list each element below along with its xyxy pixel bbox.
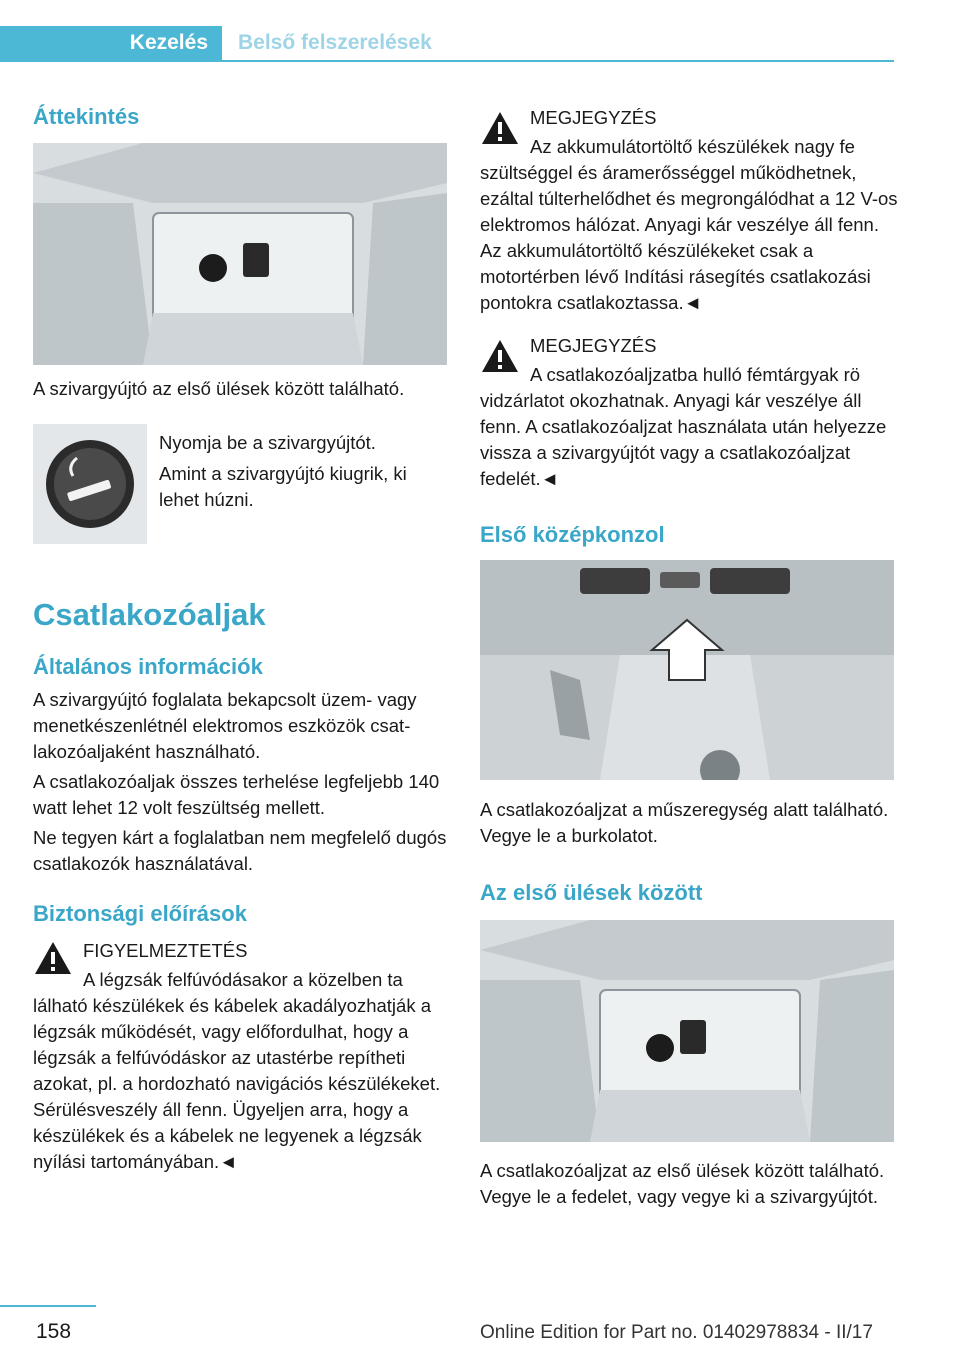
- online-edition-text: Online Edition for Part no. 01402978834 - II/17: [480, 1322, 873, 1343]
- note1-text-first: Az akkumulátortöltő készülékek nagy fe: [530, 136, 855, 157]
- note-triangle-icon: [480, 338, 520, 379]
- front-console-photo: [480, 560, 894, 780]
- page-header: [0, 0, 894, 62]
- tab-belso-felszerelesek[interactable]: Belső felszerelések: [238, 31, 432, 54]
- page-number: 158: [36, 1320, 72, 1343]
- header-rule: [0, 60, 894, 62]
- warning-triangle-icon: [33, 940, 73, 981]
- caption-front-console: A csatlakozóaljzat a műszeregység alatt található. Vegye le a burkolatot.: [480, 799, 889, 846]
- warning-text: lálható készülékek és kábelek akadályozhatják a légzsák működését, vagy előfordulhat, hogy a légzsák a felfúvódáskor az utastérbe repítheti azokat, pl. a hordozható navigációs készülékeket. Sérülésveszély áll fenn. Ügyeljen arra, hogy a készülékek és a kábelek ne legyenek a légzsák nyílási tartományában.◄: [33, 995, 441, 1172]
- between-seats-photo: [480, 920, 894, 1142]
- note2-text: vidzárlatot okozhatnak. Anyagi kár veszélye áll fenn. A csatlakozóaljzat használata után helyezze vissza a szivargyújtót vagy a csatlakozóaljzat fedelét.◄: [480, 390, 887, 489]
- warning-text-first: A légzsák felfúvódásakor a közelben ta: [83, 969, 403, 990]
- general-paragraph-1: A szivargyújtó foglalata bekapcsolt üzem- vagy menetkészenlétnél elektromos eszközök csatlakozóaljaként használható.: [33, 689, 417, 762]
- heading-sockets: Csatlakozóaljak: [33, 597, 266, 632]
- note-triangle-icon: [480, 110, 520, 151]
- footer-rule: [0, 1305, 96, 1307]
- note2-text-first: A csatlakozóaljzatba hulló fémtárgyak rö: [530, 364, 861, 385]
- note2-label: MEGJEGYZÉS: [530, 335, 657, 356]
- caption-overview: A szivargyújtó az első ülések között található.: [33, 378, 405, 399]
- note1-label: MEGJEGYZÉS: [530, 107, 657, 128]
- heading-overview: Áttekintés: [33, 104, 140, 129]
- heading-general: Általános információk: [33, 654, 263, 679]
- warning-label: FIGYELMEZTETÉS: [83, 940, 248, 961]
- press-line-1: Nyomja be a szivargyújtót.: [159, 432, 376, 453]
- heading-between-seats: Az első ülések között: [480, 880, 703, 905]
- press-line-3: lehet húzni.: [159, 489, 254, 510]
- heading-front-console: Első középkonzol: [480, 522, 665, 547]
- console-photo-overview: [33, 143, 447, 365]
- general-paragraph-2: A csatlakozóaljak összes terhelése legfeljebb 140 watt lehet 12 volt feszültség mellett.: [33, 771, 440, 818]
- tab-kezeles[interactable]: Kezelés: [0, 26, 222, 60]
- caption-between-seats: A csatlakozóaljzat az első ülések között található. Vegye le a fedelet, vagy vegye ki a szivargyújtót.: [480, 1160, 885, 1207]
- heading-safety: Biztonsági előírások: [33, 901, 247, 926]
- note1-text: szültséggel és áramerősséggel működhetnek, ezáltal túlterhelődhet és megrongálódhat a 12 V-os elektromos hálózat. Anyagi kár veszélye áll fenn. Az akkumulátortöltő készülékeket csak a motortérben lévő Indítási rásegítés csatlakozási pontokra csatlakoztassa.◄: [480, 162, 898, 313]
- lighter-button-photo: [33, 424, 147, 544]
- general-paragraph-3: Ne tegyen kárt a foglalatban nem megfelelő dugós csatlakozók használatával.: [33, 827, 447, 874]
- press-line-2: Amint a szivargyújtó kiugrik, ki: [159, 463, 407, 484]
